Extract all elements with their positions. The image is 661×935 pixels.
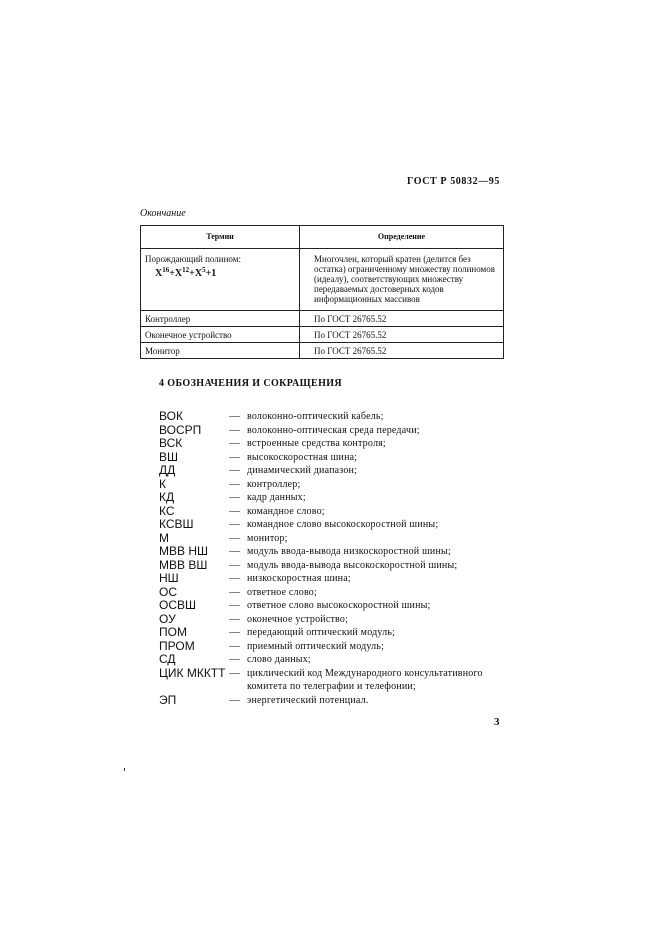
abbr-dash: — — [229, 491, 240, 503]
abbr-desc: слово данных; — [247, 654, 311, 665]
definition-cell: По ГОСТ 26765.52 — [300, 343, 504, 359]
table-caption: Окончание — [140, 208, 186, 219]
list-item — [159, 545, 504, 559]
term-cell: Монитор — [141, 343, 300, 359]
abbr-code: ЭП — [159, 692, 177, 707]
abbr-dash: — — [229, 410, 240, 422]
definition-cell: Многочлен, который кратен (делится без остатка) ограниченному множеству полиномов (идеалу), соответствующих множеству передаваемых достоверных кодов информационных массивов — [300, 249, 504, 311]
abbr-code: МВВ НШ — [159, 544, 209, 558]
abbr-desc: циклический код Международного консультативного комитета по телеграфии и телефонии; — [247, 667, 483, 692]
list-item — [159, 640, 504, 654]
list-item — [159, 613, 504, 627]
polynomial-formula — [145, 265, 295, 279]
abbr-dash: — — [229, 531, 240, 544]
list-item — [159, 667, 504, 694]
formula-plus-x-2: +X — [189, 268, 203, 279]
abbr-dash: — — [229, 464, 240, 476]
list-item — [159, 626, 504, 640]
abbr-desc: динамический диапазон; — [247, 465, 358, 476]
document-header: ГОСТ Р 50832—95 — [406, 176, 500, 187]
abbr-dash: — — [229, 504, 240, 517]
abbr-code: ПОМ — [159, 625, 187, 639]
list-item — [159, 532, 504, 546]
abbr-code: МВВ ВШ — [159, 557, 208, 572]
formula-exp-16: 16 — [162, 266, 170, 274]
abbr-code: ПРОМ — [159, 638, 195, 653]
table-row — [141, 311, 504, 327]
abbr-desc: контроллер; — [247, 478, 301, 490]
abbr-code: ВСК — [159, 436, 183, 450]
abbr-code: ЦИК МККТТ — [159, 665, 226, 680]
abbr-dash: — — [229, 545, 240, 557]
abbr-dash: — — [229, 518, 240, 530]
abbreviation-list — [159, 410, 504, 707]
list-item — [159, 437, 504, 451]
column-header-term: Термин — [141, 226, 300, 249]
abbr-dash: — — [229, 477, 240, 490]
term-cell — [141, 249, 300, 311]
abbr-dash: — — [229, 450, 240, 463]
abbr-desc: модуль ввода-вывода низкоскоростной шины; — [247, 546, 451, 557]
formula-exp-12: 12 — [182, 266, 190, 274]
page-number: 3 — [494, 716, 500, 728]
scan-speck — [124, 768, 125, 771]
abbr-code: ВОСРП — [159, 422, 202, 437]
abbr-desc: встроенные средства контроля; — [247, 438, 386, 449]
abbr-code: К — [159, 476, 166, 491]
list-item — [159, 478, 504, 492]
term-polynomial: Порождающий полином: — [145, 254, 241, 264]
abbr-code: СД — [159, 652, 176, 666]
abbr-code: КД — [159, 490, 175, 504]
list-item — [159, 694, 504, 708]
abbr-code: ВШ — [159, 449, 179, 464]
list-item — [159, 653, 504, 667]
abbr-dash: — — [229, 693, 240, 706]
abbr-dash: — — [229, 626, 240, 638]
abbr-dash: — — [229, 599, 240, 611]
abbr-dash: — — [229, 653, 240, 665]
abbr-desc: ответное слово высокоскоростной шины; — [247, 600, 431, 611]
formula-x1: X — [155, 268, 163, 279]
list-item — [159, 451, 504, 465]
abbr-desc: монитор; — [247, 532, 288, 544]
abbr-dash: — — [229, 423, 240, 436]
abbr-dash: — — [229, 558, 240, 571]
list-item — [159, 559, 504, 573]
abbr-dash: — — [229, 572, 240, 584]
table-row — [141, 343, 504, 359]
list-item — [159, 464, 504, 478]
term-cell: Контроллер — [141, 311, 300, 327]
abbr-dash: — — [229, 612, 240, 625]
abbr-code: ВОК — [159, 409, 183, 423]
list-item — [159, 518, 504, 532]
abbr-desc: командное слово; — [247, 505, 325, 517]
table-row — [141, 249, 504, 311]
abbr-desc: передающий оптический модуль; — [247, 627, 396, 638]
abbr-code: ОСВШ — [159, 598, 197, 612]
list-item — [159, 586, 504, 600]
abbr-dash: — — [229, 639, 240, 652]
definition-cell: По ГОСТ 26765.52 — [300, 311, 504, 327]
table-row — [141, 327, 504, 343]
formula-plus-x-1: +X — [169, 268, 183, 279]
abbr-desc: волоконно-оптическая среда передачи; — [247, 424, 420, 436]
list-item — [159, 424, 504, 438]
abbr-desc: низкоскоростная шина; — [247, 573, 351, 584]
list-item — [159, 491, 504, 505]
section-title: 4 ОБОЗНАЧЕНИЯ И СОКРАЩЕНИЯ — [159, 378, 343, 389]
abbr-dash: — — [229, 585, 240, 598]
abbr-desc: энергетический потенциал. — [247, 694, 369, 706]
abbr-dash: — — [229, 666, 240, 679]
formula-exp-5: 5 — [202, 266, 206, 274]
abbr-desc: приемный оптический модуль; — [247, 640, 385, 652]
abbr-desc: волоконно-оптический кабель; — [247, 411, 384, 422]
abbr-code: КС — [159, 503, 175, 518]
list-item — [159, 410, 504, 424]
list-item — [159, 599, 504, 613]
abbr-code: ОУ — [159, 611, 176, 626]
abbr-dash: — — [229, 437, 240, 449]
abbr-desc: кадр данных; — [247, 492, 306, 503]
formula-tail: +1 — [205, 268, 217, 279]
abbr-desc: командное слово высокоскоростной шины; — [247, 519, 439, 530]
abbr-code: КСВШ — [159, 517, 194, 531]
abbr-code: ОС — [159, 584, 177, 599]
abbr-desc: высокоскоростная шина; — [247, 451, 358, 463]
table-header-row — [141, 226, 504, 249]
abbr-desc: ответное слово; — [247, 586, 317, 598]
term-cell: Оконечное устройство — [141, 327, 300, 343]
terms-table — [140, 225, 504, 359]
list-item — [159, 505, 504, 519]
list-item — [159, 572, 504, 586]
abbr-code: ДД — [159, 463, 176, 477]
abbr-desc: оконечное устройство; — [247, 613, 349, 625]
abbr-desc: модуль ввода-вывода высокоскоростной шины; — [247, 559, 458, 571]
abbr-code: НШ — [159, 571, 179, 585]
column-header-definition: Определение — [300, 226, 504, 249]
abbr-code: М — [159, 530, 169, 545]
definition-cell: По ГОСТ 26765.52 — [300, 327, 504, 343]
